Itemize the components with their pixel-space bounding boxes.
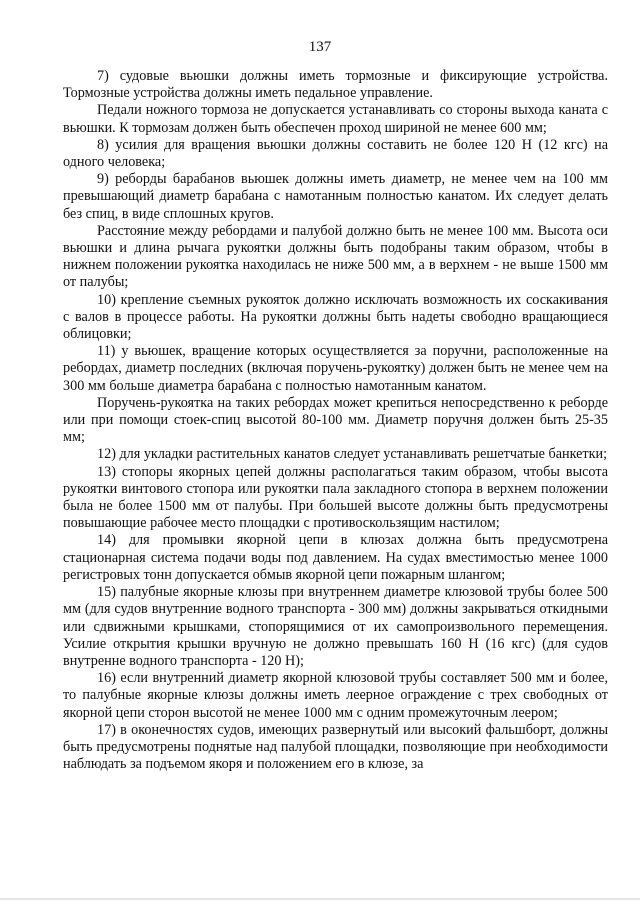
- paragraph-item-10: 10) крепление съемных рукояток должно исключать возможность их соскакивания с валов в процессе работы. На рукоятки должны быть надеты свободно вращающиеся облицовки;: [63, 291, 608, 343]
- paragraph-item-11: 11) у вьюшек, вращение которых осуществляется за поручни, расположенные на ребордах, диаметр последних (включая поручень-рукоятку) должен быть не менее чем на 300 мм больше диаметра барабана с полностью намотанным канатом.: [63, 343, 608, 394]
- page-bottom-edge: [0, 898, 640, 900]
- paragraph-handrail: Поручень-рукоятка на таких ребордах может крепиться непосредственно к реборде или при помощи стоек-спиц высотой 80-100 мм. Диаметр поручня должен быть 25-35 мм;: [63, 394, 608, 446]
- paragraph-item-9: 9) реборды барабанов вьюшек должны иметь диаметр, не менее чем на 100 мм превышающий диаметр барабана с намотанным полностью канатом. Их следует делать без спиц, в виде сплошных кругов.: [63, 171, 608, 222]
- paragraph-item-16: 16) если внутренний диаметр якорной клюзовой трубы составляет 500 мм и более, то палубные якорные клюзы должны иметь леерное ограждение с трех свободных от якорной цепи сторон высотой не менее 1000 мм с одним промежуточным леером;: [63, 670, 608, 721]
- paragraph-item-12: 12) для укладки растительных канатов следует устанавливать решетчатые банкетки;: [97, 446, 608, 463]
- paragraph-item-8: 8) усилия для вращения вьюшки должны составить не более 120 Н (12 кгс) на одного человека;: [63, 136, 608, 171]
- paragraph-item-13: 13) стопоры якорных цепей должны располагаться таким образом, чтобы высота рукоятки винтового стопора или рукоятки пала закладного стопора в верхнем положении была не более 1500 мм от палубы. При большей высоте должны быть предусмотрены повышающие рабочее место площадки с противоскользящим настилом;: [63, 463, 608, 532]
- page-number: 137: [308, 39, 332, 55]
- paragraph-item-17: 17) в оконечностях судов, имеющих развернутый или высокий фальшборт, должны быть предусмотрены поднятые над палубой площадки, позволяющие при необходимости наблюдать за подъемом якоря и положением его в клюзе, за: [63, 721, 608, 773]
- body-text: [63, 68, 608, 773]
- paragraph-item-15: 15) палубные якорные клюзы при внутреннем диаметре клюзовой трубы более 500 мм (для судов внутренние водного транспорта - 300 мм) должны закрываться откидными или сдвижными крышками, стопорящимися от их самопроизвольного перемещения. Усилие открытия крышки вручную не должно превышать 160 Н (16 кгс) (для судов внутренне водного транспорта - 120 Н);: [63, 584, 608, 669]
- paragraph-flange-distance: Расстояние между ребордами и палубой должно быть не менее 100 мм. Высота оси вьюшки и длина рычага рукоятки должны быть подобраны таким образом, чтобы в нижнем положении рукоятка находилась не ниже 500 мм, а в верхнем - не выше 1500 мм от палубы;: [63, 222, 608, 291]
- paragraph-item-14: 14) для промывки якорной цепи в клюзах должна быть предусмотрена стационарная система подачи воды под давлением. На судах вместимостью менее 1000 регистровых тонн допускается обмыв якорной цепи пожарным шлангом;: [63, 532, 608, 583]
- paragraph-item-7: 7) судовые вьюшки должны иметь тормозные и фиксирующие устройства. Тормозные устройства должны иметь педальное управление.: [63, 68, 608, 102]
- paragraph-brake-pedals: Педали ножного тормоза не допускается устанавливать со стороны выхода каната с вьюшки. К тормозам должен быть обеспечен проход шириной не менее 600 мм;: [63, 102, 608, 136]
